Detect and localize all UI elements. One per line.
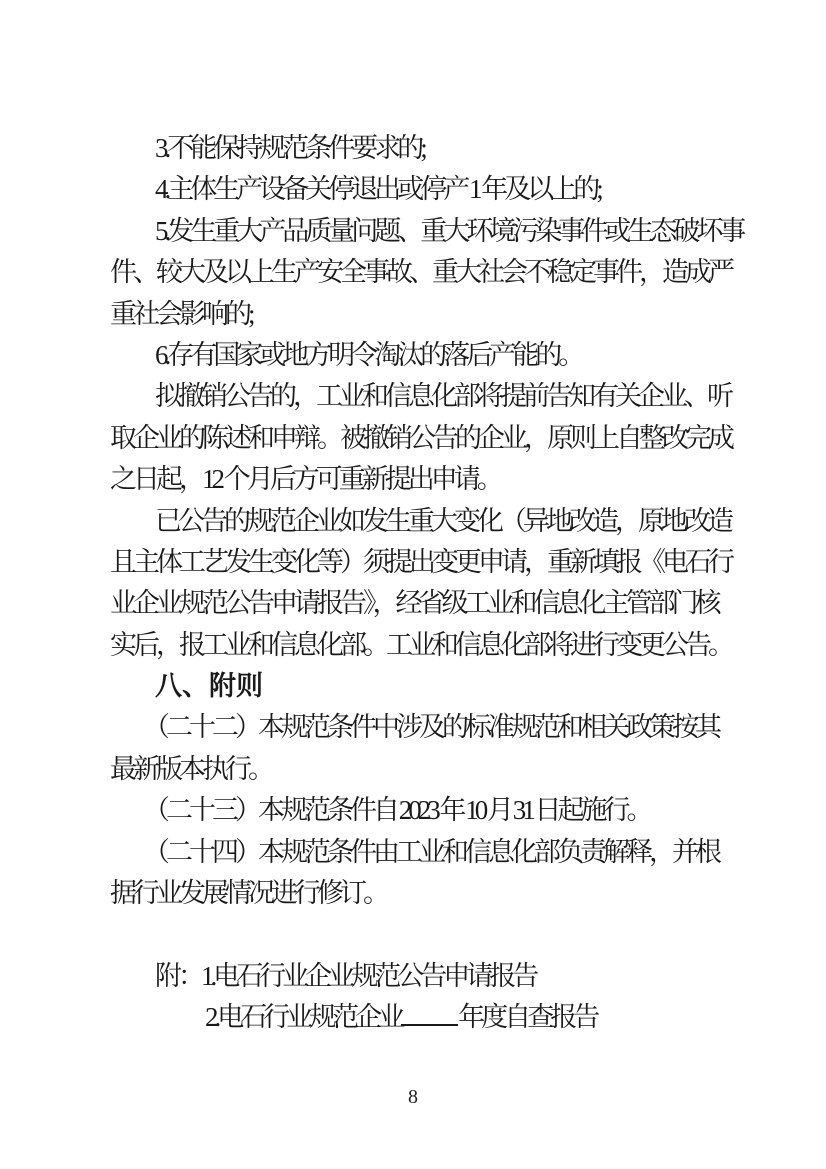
list-item-3: 3.不能保持规范条件要求的; <box>155 133 424 163</box>
list-item-4: 4.主体生产设备关停退出或停产 1 年及以上的; <box>155 174 600 205</box>
attachment2-suffix: 年度自查报告 <box>458 1002 597 1033</box>
paragraph-change-cont: 且主体工艺发生变化等）须提出变更申请，重新填报《电石行 <box>110 546 731 577</box>
list-item-5-cont: 重社会影响的; <box>110 298 252 329</box>
paragraph-revoke-cont: 取企业的陈述和申辩。被撤销公告的企业，原则上自整改完成 <box>110 422 731 453</box>
paragraph-change: 已公告的规范企业如发生重大变化（异地改造，原地改造 <box>155 505 730 536</box>
clause-22: （二十二）本规范条件中涉及的标准规范和相关政策按其 <box>143 712 718 743</box>
blank-line <box>110 914 760 955</box>
attachment2-prefix: 2.电石行业规范企业 <box>205 1002 402 1033</box>
list-item-6: 6.存有国家或地方明令淘汰的落后产能的。 <box>155 339 582 370</box>
attachment-item-1: 附：1.电石行业企业规范公告申请报告 <box>155 960 536 991</box>
fill-in-blank-underline <box>401 997 458 1026</box>
paragraph-change-cont: 业企业规范公告申请报告》，经省级工业和信息化主管部门核 <box>110 588 718 619</box>
paragraph-revoke-cont: 之日起，12 个月后方可重新提出申请。 <box>110 464 500 495</box>
page-footer <box>0 1086 826 1109</box>
clause-22-cont: 最新版本执行。 <box>110 753 271 784</box>
attachment-item-2 <box>110 997 760 1038</box>
list-item-5: 5.发生重大产品质量问题、重大环境污染事件或生态破坏事 <box>155 215 743 246</box>
clause-24: （二十四）本规范条件由工业和信息化部负责解释，并根 <box>143 836 718 867</box>
document-body <box>110 128 760 1039</box>
paragraph-revoke: 拟撤销公告的，工业和信息化部将提前告知有关企业、听 <box>155 381 730 412</box>
clause-23: （二十三）本规范条件自 2023 年 10 月 31 日起施行。 <box>143 795 650 826</box>
clause-24-cont: 据行业发展情况进行修订。 <box>110 878 386 909</box>
page-number: 8 <box>408 1086 418 1108</box>
section-heading-appendix: 八、附则 <box>155 671 263 702</box>
paragraph-change-cont: 实后，报工业和信息化部。工业和信息化部将进行变更公告。 <box>110 629 731 660</box>
list-item-5-cont: 件、较大及以上生产安全事故、重大社会不稳定事件，造成严 <box>110 257 731 288</box>
